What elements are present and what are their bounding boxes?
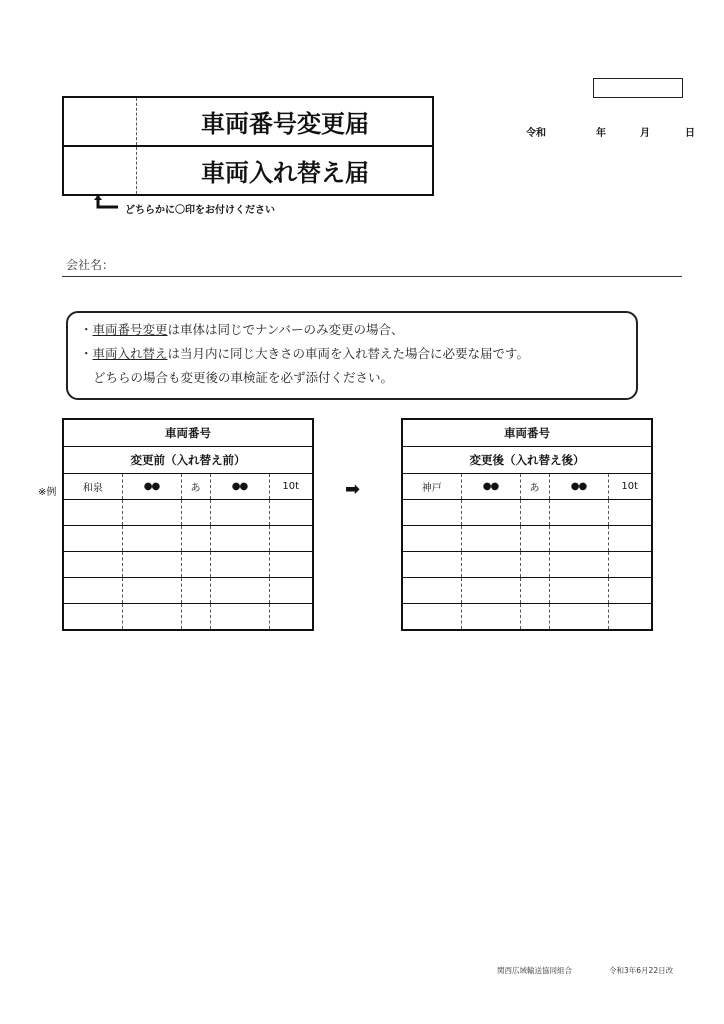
region-cell: 和泉 xyxy=(63,474,122,500)
input-cell[interactable] xyxy=(608,500,652,526)
input-cell[interactable] xyxy=(210,578,269,604)
input-cell[interactable] xyxy=(402,578,461,604)
table-row xyxy=(402,578,652,604)
title-vehicle-replace: 車両入れ替え届 xyxy=(201,159,369,187)
input-cell[interactable] xyxy=(210,526,269,552)
input-cell[interactable] xyxy=(63,500,122,526)
input-cell[interactable] xyxy=(269,526,313,552)
input-cell[interactable] xyxy=(210,500,269,526)
input-cell[interactable] xyxy=(461,578,520,604)
input-cell[interactable] xyxy=(549,526,608,552)
corner-arrow-icon xyxy=(94,195,120,209)
input-cell[interactable] xyxy=(402,500,461,526)
company-name-field[interactable] xyxy=(62,276,682,277)
table-row xyxy=(63,604,313,631)
input-cell[interactable] xyxy=(181,552,210,578)
note-term-number-change: 車両番号変更 xyxy=(92,322,168,337)
number-cell: ●● xyxy=(549,474,608,500)
table-row xyxy=(63,552,313,578)
title-row-number-change[interactable] xyxy=(64,98,432,147)
input-cell[interactable] xyxy=(520,526,549,552)
input-cell[interactable] xyxy=(122,500,181,526)
input-cell[interactable] xyxy=(608,578,652,604)
input-cell[interactable] xyxy=(461,500,520,526)
table-row xyxy=(63,500,313,526)
table-row xyxy=(63,578,313,604)
table-row xyxy=(402,526,652,552)
input-cell[interactable] xyxy=(122,552,181,578)
input-cell[interactable] xyxy=(608,552,652,578)
date-era: 令和 xyxy=(526,128,546,139)
company-name-label: 会社名： xyxy=(66,258,115,272)
title-number-change: 車両番号変更届 xyxy=(201,110,369,138)
note-line-2: ・車両入れ替えは当月内に同じ大きさの車両を入れ替えた場合に必要な届です。 xyxy=(80,346,530,361)
input-cell[interactable] xyxy=(549,500,608,526)
input-cell[interactable] xyxy=(549,578,608,604)
input-cell[interactable] xyxy=(269,552,313,578)
tonnage-cell: 10t xyxy=(608,474,652,500)
input-cell[interactable] xyxy=(63,552,122,578)
input-cell[interactable] xyxy=(63,526,122,552)
number-cell: ●● xyxy=(210,474,269,500)
input-cell[interactable] xyxy=(461,552,520,578)
input-cell[interactable] xyxy=(122,578,181,604)
kana-cell: あ xyxy=(181,474,210,500)
input-cell[interactable] xyxy=(461,604,520,631)
title-row-vehicle-replace[interactable] xyxy=(64,147,432,194)
reception-number-box xyxy=(593,78,683,98)
before-table xyxy=(62,418,314,631)
date-day: 日 xyxy=(685,128,695,139)
table-row xyxy=(402,552,652,578)
input-cell[interactable] xyxy=(520,604,549,631)
input-cell[interactable] xyxy=(520,500,549,526)
input-cell[interactable] xyxy=(608,604,652,631)
input-cell[interactable] xyxy=(210,552,269,578)
input-cell[interactable] xyxy=(549,604,608,631)
input-cell[interactable] xyxy=(402,604,461,631)
after-table xyxy=(401,418,653,631)
input-cell[interactable] xyxy=(63,604,122,631)
input-cell[interactable] xyxy=(608,526,652,552)
note-term-vehicle-replace: 車両入れ替え xyxy=(92,346,168,361)
note-line-3: どちらの場合も変更後の車検証を必ず添付ください。 xyxy=(93,370,394,385)
input-cell[interactable] xyxy=(122,604,181,631)
before-table-subheading: 変更前（入れ替え前） xyxy=(63,447,313,474)
input-cell[interactable] xyxy=(461,526,520,552)
kana-cell: あ xyxy=(520,474,549,500)
example-mark: ※例 xyxy=(38,487,57,498)
input-cell[interactable] xyxy=(269,500,313,526)
before-table-heading: 車両番号 xyxy=(63,419,313,447)
input-cell[interactable] xyxy=(402,552,461,578)
input-cell[interactable] xyxy=(181,604,210,631)
input-cell[interactable] xyxy=(269,604,313,631)
tonnage-cell: 10t xyxy=(269,474,313,500)
class-cell: ●● xyxy=(122,474,181,500)
input-cell[interactable] xyxy=(122,526,181,552)
table-row xyxy=(63,526,313,552)
date-year: 年 xyxy=(596,128,606,139)
after-table-heading: 車両番号 xyxy=(402,419,652,447)
input-cell[interactable] xyxy=(63,578,122,604)
region-cell: 神戸 xyxy=(402,474,461,500)
table-row-example xyxy=(63,474,313,500)
table-row-example xyxy=(402,474,652,500)
input-cell[interactable] xyxy=(181,526,210,552)
after-table-subheading: 変更後（入れ替え後） xyxy=(402,447,652,474)
input-cell[interactable] xyxy=(402,526,461,552)
date-month: 月 xyxy=(640,128,650,139)
input-cell[interactable] xyxy=(181,500,210,526)
input-cell[interactable] xyxy=(520,578,549,604)
table-row xyxy=(402,500,652,526)
table-row xyxy=(402,604,652,631)
input-cell[interactable] xyxy=(520,552,549,578)
class-cell: ●● xyxy=(461,474,520,500)
input-cell[interactable] xyxy=(269,578,313,604)
footer-org: 関西広域輸送協同組合 xyxy=(497,966,572,975)
footer-revision: 令和3年6月22日改 xyxy=(609,966,674,975)
input-cell[interactable] xyxy=(210,604,269,631)
input-cell[interactable] xyxy=(549,552,608,578)
title-box xyxy=(62,96,434,196)
input-cell[interactable] xyxy=(181,578,210,604)
circle-hint: どちらかに〇印をお付けください xyxy=(125,205,275,216)
note-line-1: ・車両番号変更は車体は同じでナンバーのみ変更の場合、 xyxy=(80,322,404,337)
right-arrow-icon: ➡ xyxy=(345,479,361,500)
